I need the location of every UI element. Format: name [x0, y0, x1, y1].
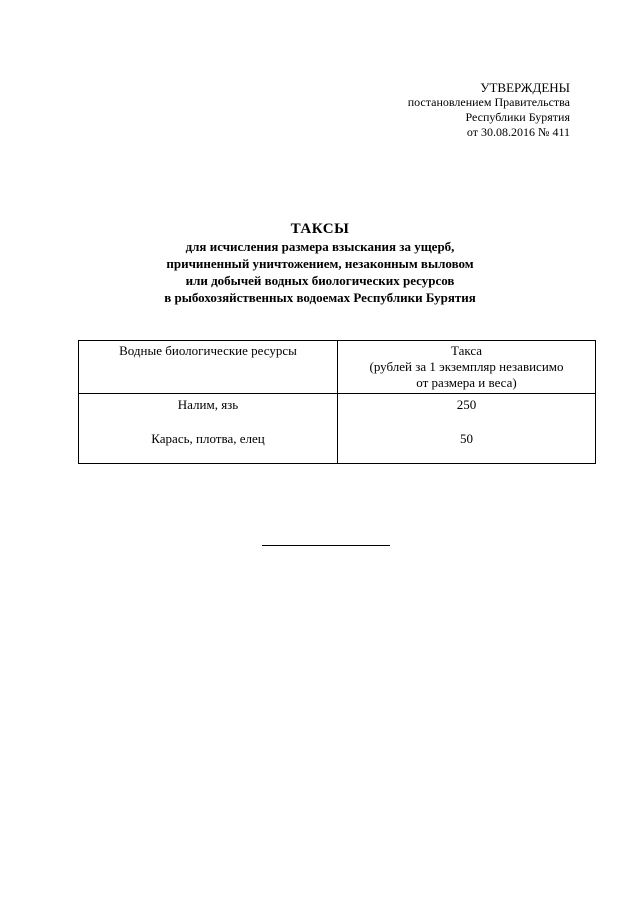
header-tax-note-1: (рублей за 1 экземпляр независимо	[369, 359, 564, 374]
tax-value: 250	[456, 397, 477, 412]
tax-cell	[338, 394, 596, 464]
resource-name: Налим, язь	[177, 397, 239, 412]
table-row	[79, 394, 596, 464]
title-line: или добычей водных биологических ресурсов	[185, 273, 455, 288]
header-tax-title: Такса	[450, 343, 483, 358]
approval-region: Республики Бурятия	[465, 110, 570, 124]
resource-name: Карась, плотва, елец	[151, 431, 265, 446]
table-header-row	[79, 341, 596, 394]
header-tax	[338, 341, 596, 394]
approval-stamp	[408, 80, 570, 140]
header-resources	[79, 341, 338, 394]
closing-rule	[262, 545, 390, 546]
approval-authority: постановлением Правительства	[407, 95, 570, 109]
title-line: причиненный уничтожением, незаконным выловом	[166, 256, 474, 271]
title-line: для исчисления размера взыскания за ущерб,	[185, 239, 455, 254]
title-main: ТАКСЫ	[290, 221, 350, 237]
resource-cell	[79, 394, 338, 464]
tax-value: 50	[460, 431, 473, 446]
header-resources-label: Водные биологические ресурсы	[119, 343, 297, 358]
header-tax-note-2: от размера и веса)	[416, 375, 517, 390]
title-line: в рыбохозяйственных водоемах Республики Бурятия	[164, 290, 476, 305]
document-title	[0, 220, 640, 306]
tax-table	[78, 340, 596, 464]
approval-heading: УТВЕРЖДЕНЫ	[480, 80, 570, 95]
approval-date-number: от 30.08.2016 № 411	[466, 125, 570, 139]
